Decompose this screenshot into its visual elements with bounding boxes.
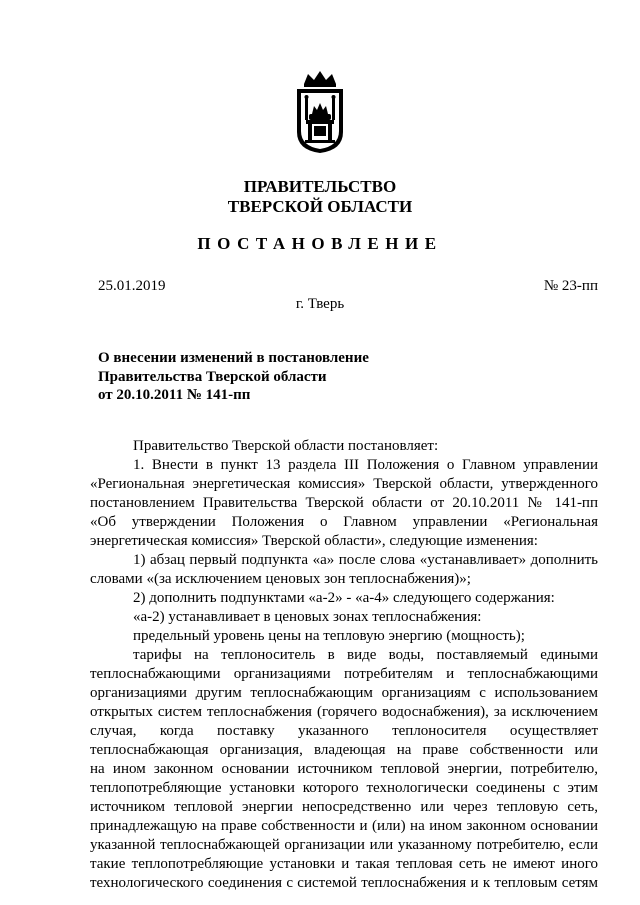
body-line: предельный уровень цены на тепловую энергию (мощность);: [133, 628, 525, 644]
body-line: такие теплопотребляющие установки и такая тепловая сеть не имеют иного: [90, 856, 598, 872]
body-line: Правительство Тверской области постановляет:: [133, 438, 439, 454]
subject-line: от 20.10.2011 № 141-пп: [98, 387, 251, 403]
body-line: энергетическая комиссия» Тверской области», следующие изменения:: [90, 533, 538, 549]
document-type: ПОСТАНОВЛЕНИЕ: [197, 234, 443, 253]
org-name-line1: ПРАВИТЕЛЬСТВО: [243, 177, 397, 196]
body-line: «Региональная энергетическая комиссия» Тверской области, утвержденного: [90, 476, 598, 492]
body-line: 2) дополнить подпунктами «а-2» - «а-4» следующего содержания:: [133, 590, 555, 606]
body-line: словами «(за исключением ценовых зон теплоснабжения)»;: [90, 571, 471, 587]
body-line: принадлежащую на праве собственности и (или) на ином законном основании: [90, 818, 598, 834]
subject-line: О внесении изменений в постановление: [98, 350, 369, 366]
body-line: источником тепловой энергии непосредственно или через тепловую сеть,: [90, 799, 598, 815]
body-line: 1. Внести в пункт 13 раздела III Положения о Главном управлении: [133, 457, 598, 473]
body-line: случая, когда поставку указанного теплоносителя осуществляет: [90, 723, 598, 739]
body-line: теплоснабжающая организация, владеющая на праве собственности или: [90, 742, 598, 758]
document-number: № 23-пп: [543, 278, 598, 294]
document-city: г. Тверь: [295, 296, 345, 312]
body-line: теплопотребляющие установки которого технологически соединены с этим: [90, 780, 598, 796]
body-line: организациями другим теплоснабжающим организациям с использованием: [90, 685, 598, 701]
body-line: постановлением Правительства Тверской области от 20.10.2011 № 141-пп: [90, 495, 598, 511]
body-line: технологического соединения с системой теплоснабжения и к тепловым сетям: [90, 875, 598, 891]
body-line: открытых систем теплоснабжения (горячего водоснабжения), за исключением: [90, 704, 598, 720]
document-subject: [98, 349, 369, 405]
body-line: на ином законном основании источником тепловой энергии, потребителю,: [90, 761, 598, 777]
body-line: 1) абзац первый подпункта «а» после слова «устанавливает» дополнить: [133, 552, 598, 568]
body-line: тарифы на теплоноситель в виде воды, поставляемый едиными: [133, 647, 598, 663]
org-name-line2: ТВЕРСКОЙ ОБЛАСТИ: [227, 197, 413, 216]
body-line: указанной теплоснабжающей организации или указанному потребителю, если: [90, 837, 598, 853]
body-line: «а-2) устанавливает в ценовых зонах теплоснабжения:: [133, 609, 482, 625]
body-line: «Об утверждении Положения о Главном управлении «Региональная: [90, 514, 598, 530]
tver-coat-of-arms-icon: [294, 70, 346, 154]
body-line: теплоснабжающими организациями потребителям и теплоснабжающими: [90, 666, 598, 682]
subject-line: Правительства Тверской области: [98, 368, 327, 385]
document-date: 25.01.2019: [98, 278, 166, 294]
